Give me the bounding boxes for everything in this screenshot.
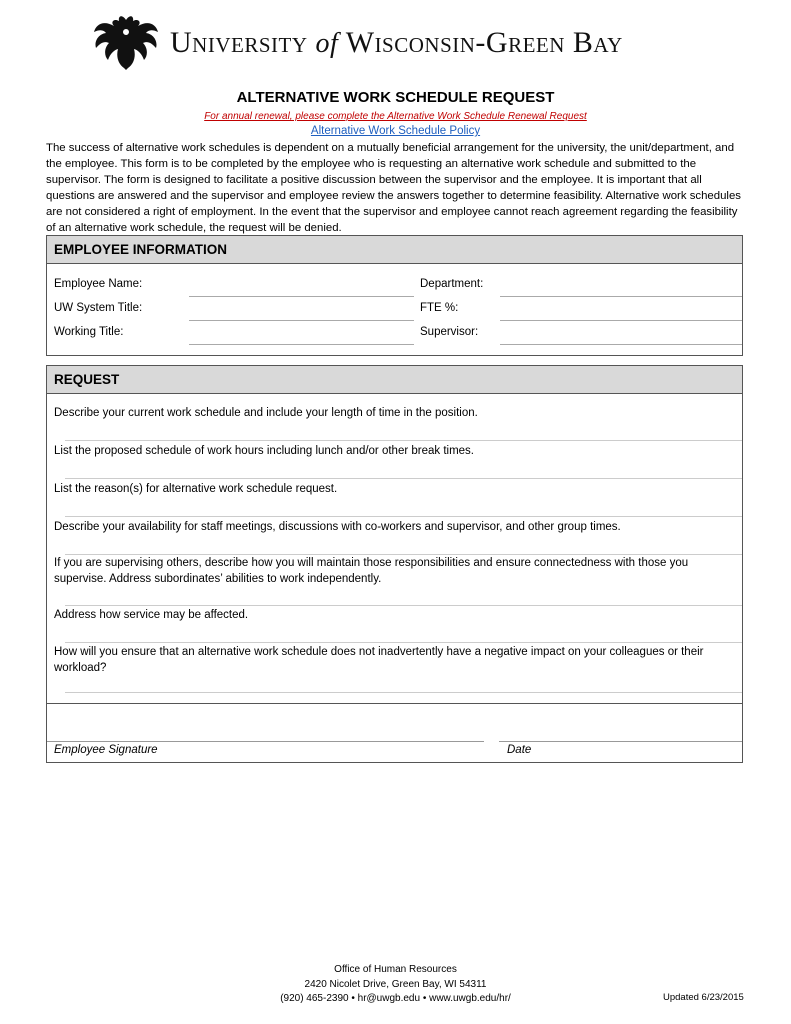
employee-signature-field[interactable] — [47, 741, 484, 742]
phoenix-logo-icon — [92, 12, 160, 72]
answer-supervising-others-field[interactable] — [65, 605, 742, 606]
question-proposed-schedule: List the proposed schedule of work hours including lunch and/or other break times. — [54, 445, 474, 457]
answer-proposed-schedule-field[interactable] — [65, 478, 742, 479]
footer-contact: (920) 465-2390 • hr@uwgb.edu • www.uwgb.edu/hr/ — [280, 993, 511, 1004]
university-logo — [92, 12, 704, 74]
fte-label: FTE %: — [420, 302, 459, 314]
department-label: Department: — [420, 278, 484, 290]
department-field[interactable] — [500, 296, 742, 297]
signature-divider — [47, 703, 742, 704]
fte-field[interactable] — [500, 320, 742, 321]
uw-system-title-field[interactable] — [189, 320, 414, 321]
answer-colleague-impact-field[interactable] — [65, 692, 742, 693]
answer-current-schedule-field[interactable] — [65, 440, 742, 441]
supervisor-label: Supervisor: — [420, 326, 479, 338]
question-current-schedule: Describe your current work schedule and include your length of time in the position. — [54, 407, 478, 419]
uw-system-title-label: UW System Title: — [54, 302, 143, 314]
date-field[interactable] — [499, 741, 742, 742]
request-heading: REQUEST — [47, 366, 742, 394]
question-service: Address how service may be affected. — [54, 609, 249, 621]
policy-link[interactable]: Alternative Work Schedule Policy — [310, 125, 481, 137]
intro-paragraph: The success of alternative work schedules is dependent on a mutually beneficial arrangement for the university, the unit/department, and the employee. This form is to be completed by the employee who is requesting an alternative work schedule and submitted to the supervisor. The form is designed to facilitate a positive discussion between the supervisor and the employee. It is important that all questions are answered and the supervisor and employee review the answers together to determine feasibility. Alternative work schedules are not considered a right of employment. In the event that the supervisor and employee cannot reach agreement regarding the feasibility of an alternative work schedule, the request will be denied. — [46, 142, 741, 235]
question-supervising-others: If you are supervising others, describe how you will maintain those responsibilities and ensure connectedness with those you supervise. Address subordinates’ abilities to work independently. — [54, 557, 689, 585]
answer-availability-field[interactable] — [65, 554, 742, 555]
form-title: ALTERNATIVE WORK SCHEDULE REQUEST — [236, 89, 555, 106]
question-colleague-impact: How will you ensure that an alternative work schedule does not inadvertently have a negative impact on your colleagues or their workload? — [54, 646, 704, 674]
date-label: Date — [507, 744, 532, 756]
employee-information-section — [46, 235, 743, 356]
answer-service-field[interactable] — [65, 642, 742, 643]
footer-address: 2420 Nicolet Drive, Green Bay, WI 54311 — [304, 978, 487, 990]
employee-name-label: Employee Name: — [54, 278, 143, 290]
question-availability: Describe your availability for staff meetings, discussions with co-workers and supervisor, and other group times. — [54, 521, 621, 533]
answer-reasons-field[interactable] — [65, 516, 742, 517]
working-title-label: Working Title: — [54, 326, 124, 338]
question-reasons: List the reason(s) for alternative work schedule request. — [54, 483, 338, 495]
working-title-field[interactable] — [189, 344, 414, 345]
footer-office: Office of Human Resources — [334, 964, 457, 975]
request-section — [46, 365, 743, 763]
renewal-request-link[interactable]: For annual renewal, please complete the Alternative Work Schedule Renewal Request — [204, 111, 587, 122]
employee-information-heading: EMPLOYEE INFORMATION — [47, 236, 742, 264]
logo-wordmark: University of Wisconsin-Green Bay — [170, 26, 623, 59]
employee-name-field[interactable] — [189, 296, 414, 297]
updated-date: Updated 6/23/2015 — [663, 992, 744, 1003]
supervisor-field[interactable] — [500, 344, 742, 345]
employee-signature-label: Employee Signature — [54, 744, 158, 756]
